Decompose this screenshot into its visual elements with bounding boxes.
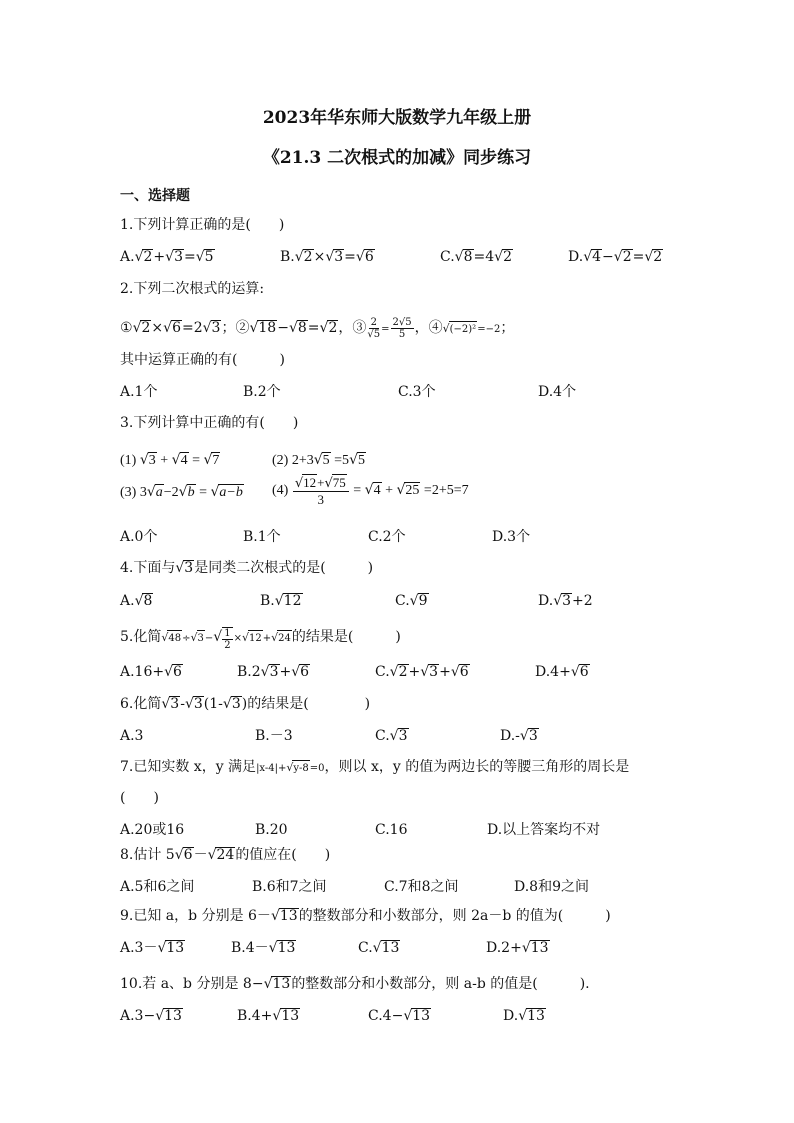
q5-stem: 5.化简√48÷√3−√ $\frac{1}{2}$ ×√12+√24的结果是( ) — [120, 627, 401, 651]
page-subtitle: 《21.3 二次根式的加减》同步练习 — [262, 148, 532, 168]
q7-option-b: B.20 — [255, 822, 288, 838]
section-heading: 一、选择题 — [120, 188, 190, 204]
q3-expr-4: (4) $\frac{√12+√75}{3}$ = √4 + √25 =2+5=7 — [272, 475, 469, 508]
q3-expr-2: (2) 2+3√5 =5√5 — [272, 452, 365, 468]
q8-option-c: C.7和8之间 — [384, 879, 459, 895]
q6-option-a: A.3 — [120, 728, 144, 744]
q3-option-b: B.1个 — [243, 529, 281, 545]
q1-stem: 1.下列计算正确的是( ) — [120, 217, 285, 233]
q8-option-b: B.6和7之间 — [252, 879, 327, 895]
q9-option-a: A.3－√13 — [120, 940, 185, 956]
q2-option-a: A.1个 — [120, 384, 158, 400]
q10-option-c: C.4−√13 — [368, 1008, 431, 1024]
q3-option-a: A.0个 — [120, 529, 158, 545]
q7-stem: 7.已知实数 x，y 满足|x-4|+√y-8=0，则以 x，y 的值为两边长的等腰三角形的周长是 — [120, 759, 630, 775]
q10-option-a: A.3−√13 — [120, 1008, 182, 1024]
q3-stem: 3.下列计算中正确的有( ) — [120, 415, 299, 431]
q2-stem2: 其中运算正确的有( ) — [120, 352, 285, 368]
q6-option-d: D.-√3 — [500, 728, 538, 744]
q3-option-c: C.2个 — [368, 529, 406, 545]
q2-option-d: D.4个 — [538, 384, 577, 400]
q6-stem: 6.化简√3-√3(1-√3)的结果是( ) — [120, 696, 371, 712]
q10-option-b: B.4+√13 — [237, 1008, 300, 1024]
q1-option-d: D.√4−√2=√2 — [568, 249, 663, 265]
q8-stem: 8.估计 5√6－√24的值应在( ) — [120, 847, 331, 863]
q10-stem: 10.若 a、b 分别是 8−√13的整数部分和小数部分，则 a-b 的值是( ). — [120, 976, 590, 992]
q7-stem2: ( ) — [120, 790, 159, 806]
q5-option-d: D.4+√6 — [535, 664, 589, 680]
q5-option-c: C.√2+√3+√6 — [375, 664, 469, 680]
q3-option-d: D.3个 — [492, 529, 531, 545]
q2-expressions: ①√2×√6=2√3；②√18−√8=√2，③ $\frac{2}{√5}$ = $\frac{2√5}{5}$ ，④√(−2)²=−2； — [120, 316, 515, 340]
q4-option-c: C.√9 — [395, 593, 428, 609]
q3-expr-3: (3) 3√a−2√b = √a−b — [120, 484, 243, 500]
q4-stem: 4.下面与√3是同类二次根式的是( ) — [120, 560, 374, 576]
q1-option-b: B.√2×√3=√6 — [280, 249, 374, 265]
q4-option-b: B.√12 — [260, 593, 302, 609]
q2-stem: 2.下列二次根式的运算: — [120, 281, 265, 297]
q1-option-a: A.√2+√3=√5 — [120, 249, 214, 265]
q7-option-d: D.以上答案均不对 — [487, 822, 601, 838]
q6-option-b: B.－3 — [255, 728, 293, 744]
q7-option-a: A.20或16 — [120, 822, 185, 838]
q5-option-a: A.16+√6 — [120, 664, 182, 680]
q8-option-d: D.8和9之间 — [514, 879, 589, 895]
q4-option-a: A.√8 — [120, 593, 153, 609]
q2-option-c: C.3个 — [398, 384, 436, 400]
q5-option-b: B.2√3+√6 — [237, 664, 310, 680]
q1-option-c: C.√8=4√2 — [440, 249, 512, 265]
q8-option-a: A.5和6之间 — [120, 879, 195, 895]
q9-option-b: B.4－√13 — [231, 940, 296, 956]
q7-option-c: C.16 — [375, 822, 408, 838]
q9-option-d: D.2+√13 — [486, 940, 549, 956]
q9-option-c: C.√13 — [358, 940, 400, 956]
q9-stem: 9.已知 a，b 分别是 6－√13的整数部分和小数部分，则 2a－b 的值为( ) — [120, 908, 611, 924]
q4-option-d: D.√3+2 — [538, 593, 593, 609]
q6-option-c: C.√3 — [375, 728, 408, 744]
page-title: 2023年华东师大版数学九年级上册 — [262, 108, 532, 128]
q3-expr-1: (1) √3 + √4 = √7 — [120, 452, 220, 468]
q10-option-d: D.√13 — [503, 1008, 545, 1024]
q2-option-b: B.2个 — [243, 384, 281, 400]
